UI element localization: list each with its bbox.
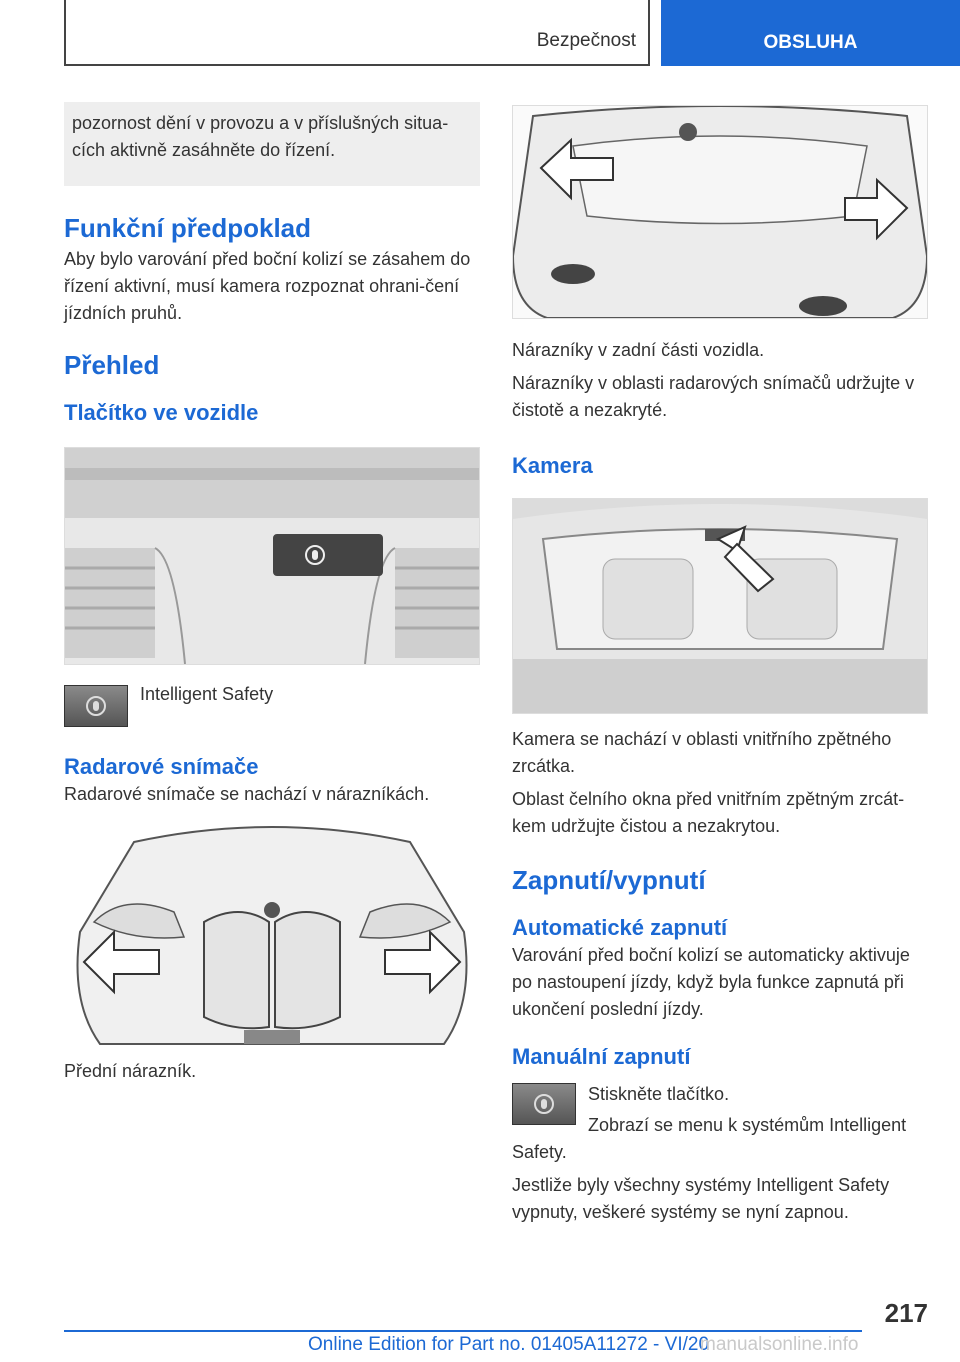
heading-zapnuti: Zapnutí/vypnutí [512,865,706,895]
front-bumper-figure [64,822,480,1046]
paragraph-camera-care: Oblast čelního okna před vnitřním zpětným zrcát‐kem udržujte čistou a nezakrytou. [512,789,905,836]
button-label: Intelligent Safety [140,684,274,704]
manual-block [512,1081,928,1226]
paragraph-auto-zapnuti: Varování před boční kolizí se automaticky aktivuje po nastoupení jízdy, když byla funkce zapnutá při ukončení poslední jízdy. [512,945,910,1019]
paragraph-camera-location: Kamera se nachází v oblasti vnitřního zpětného zrcátka. [512,729,892,776]
heading-prehled: Přehled [64,350,160,380]
rear-bumper-figure [512,105,928,319]
caption-front-bumper: Přední nárazník. [64,1061,197,1081]
paragraph-radar: Radarové snímače se nachází v nárazníkách. [64,784,430,804]
header-section-box [64,0,650,66]
footer-rule [64,1330,862,1332]
heading-kamera: Kamera [512,453,593,478]
front-car-illustration [64,822,480,1046]
footer-edition: Online Edition for Part no. 01405A11272 - VI/20 [308,1334,710,1355]
rear-car-illustration [513,106,927,318]
intelligent-safety-button-icon [64,685,128,727]
dashboard-button-figure [64,447,480,665]
intelligent-safety-button-icon-2 [512,1083,576,1125]
paragraph-press-button: Stiskněte tlačítko. [588,1084,730,1104]
heading-funkcni-predpoklad: Funkční předpoklad [64,213,312,243]
paragraph-rear-bumper-care: Nárazníky v oblasti radarových snímačů udržujte v čistotě a nezakryté. [512,373,915,420]
heading-tlacitko: Tlačítko ve vozidle [64,400,259,425]
paragraph-funkcni-predpoklad: Aby bylo varování před boční kolizí se zásahem do řízení aktivní, musí kamera rozpoznat ohrani‐čení jízdních pruhů. [64,249,471,323]
dashboard-illustration [65,448,479,664]
button-legend [64,685,480,727]
heading-manual-zapnuti: Manuální zapnutí [512,1044,691,1069]
section-title: Bezpečnost [536,30,636,51]
heading-auto-zapnuti: Automatické zapnutí [512,915,728,940]
chapter-tab: OBSLUHA [661,0,960,66]
note-box: pozornost dění v provozu a v příslušných situa‐cích aktivně zasáhněte do řízení. [64,102,480,186]
windshield-illustration [513,499,927,713]
camera-figure [512,498,928,714]
left-column [64,102,480,1085]
paragraph-menu: Zobrazí se menu k systémům Intelligent Safety. [512,1115,907,1162]
right-column [512,105,928,1226]
heading-radar: Radarové snímače [64,754,259,779]
caption-rear-bumper: Nárazníky v zadní části vozidla. [512,340,765,360]
paragraph-all-systems: Jestliže byly všechny systémy Intelligent Safety vypnuty, veškeré systémy se nyní zapnou. [512,1175,890,1222]
page-number: 217 [884,1298,928,1328]
footer-watermark: manualsonline.info [700,1334,859,1355]
